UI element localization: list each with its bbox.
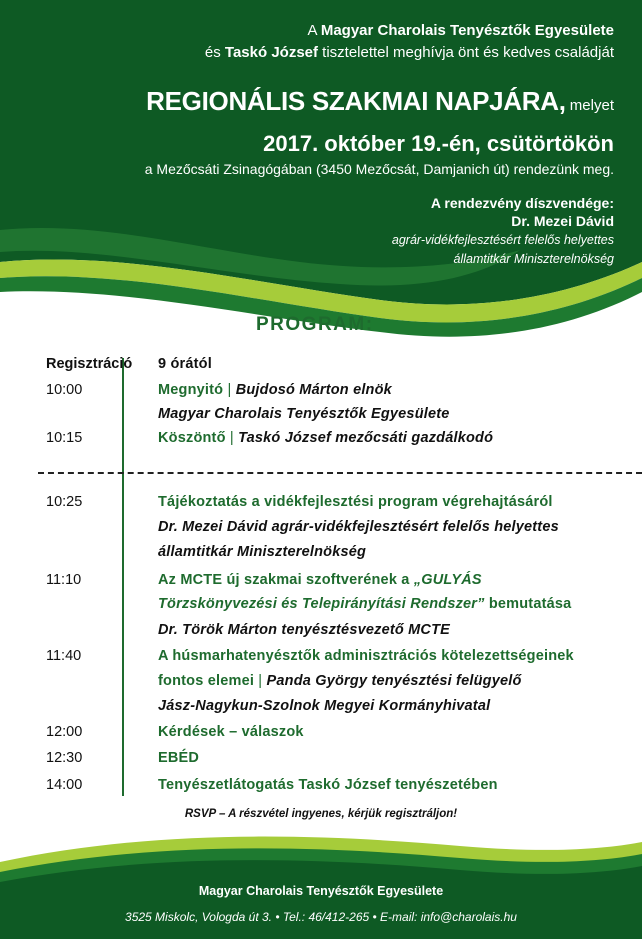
event-date: 2017. október 19.-én, csütörtökön [263, 131, 614, 156]
rsvp-note: RSVP – A részvétel ingyenes, kérjük regisztráljon! [184, 808, 458, 820]
schedule-time: 10:25 [46, 494, 83, 510]
schedule-item-qa: Kérdések – válaszok [158, 724, 304, 740]
schedule-time: 10:00 [46, 382, 83, 398]
schedule-time: 12:30 [46, 750, 83, 766]
schedule-item-opening: Megnyitó | Bujdosó Márton elnök [158, 382, 392, 398]
host-name: Taskó József [224, 44, 318, 61]
schedule-item-briefing: Tájékoztatás a vidékfejlesztési program végrehajtásáról [158, 494, 553, 510]
schedule-item-welcome: Köszöntő | Taskó József mezőcsáti gazdálkodó [158, 430, 494, 446]
event-location: a Mezőcsáti Zsinagógában (3450 Mezőcsát, Damjanich út) rendezünk meg. [144, 161, 614, 177]
dashed-divider [38, 472, 642, 474]
timeline-line [122, 358, 124, 796]
schedule-time: 10:15 [46, 430, 83, 446]
schedule-time: 11:40 [46, 648, 82, 664]
schedule-item-farm-visit: Tenyészetlátogatás Taskó József tenyészetében [158, 777, 498, 793]
schedule-item-opening-org: Magyar Charolais Tenyésztők Egyesülete [158, 406, 450, 422]
footer-contact: 3525 Miskolc, Vologda út 3. • Tel.: 46/412-265 • E-mail: info@charolais.hu [125, 910, 517, 924]
schedule-item-admin-org: Jász-Nagykun-Szolnok Megyei Kormányhivatal [158, 698, 491, 714]
program-title: PROGRAM: [256, 314, 374, 335]
guest-role-2: államtitkár Miniszterelnökség [453, 252, 614, 266]
footer-organization: Magyar Charolais Tenyésztők Egyesülete [198, 884, 444, 898]
guest-role-1: agrár-vidékfejlesztésért felelős helyettes [391, 233, 614, 247]
schedule-item-admin: A húsmarhatenyésztők adminisztrációs kötelezettségeinek [158, 648, 574, 664]
organizer-name: Magyar Charolais Tenyésztők Egyesülete [320, 22, 614, 39]
schedule-time: 11:10 [46, 572, 82, 588]
schedule-time: 12:00 [46, 724, 83, 740]
schedule-item-software: Az MCTE új szakmai szoftverének a „GULYÁS [158, 572, 482, 588]
header-banner [0, 0, 642, 345]
schedule-item-briefing-role: államtitkár Miniszterelnökség [158, 544, 367, 560]
registration-label: Regisztráció [46, 356, 133, 372]
invitation-line-2: és Taskó József tisztelettel meghívja önt és kedves családját [204, 44, 614, 61]
event-title: REGIONÁLIS SZAKMAI NAPJÁRA, melyet [146, 86, 614, 116]
guest-label: A rendezvény díszvendége: [430, 195, 614, 211]
guest-name: Dr. Mezei Dávid [511, 213, 614, 229]
invitation-line-1: A Magyar Charolais Tenyésztők Egyesülete [307, 22, 614, 39]
schedule-item-software-speaker: Dr. Török Márton tenyésztésvezető MCTE [158, 622, 451, 638]
schedule-item-admin-line2: fontos elemei | Panda György tenyésztési felügyelő [158, 673, 522, 689]
schedule-time: 14:00 [46, 777, 83, 793]
registration-time: 9 órától [158, 356, 212, 372]
schedule-item-software-line2: Törzskönyvezési és Telepirányítási Rendszer” bemutatása [158, 596, 572, 612]
schedule-item-lunch: EBÉD [158, 750, 200, 766]
schedule-item-briefing-speaker: Dr. Mezei Dávid agrár-vidékfejlesztésért felelős helyettes [158, 519, 559, 535]
